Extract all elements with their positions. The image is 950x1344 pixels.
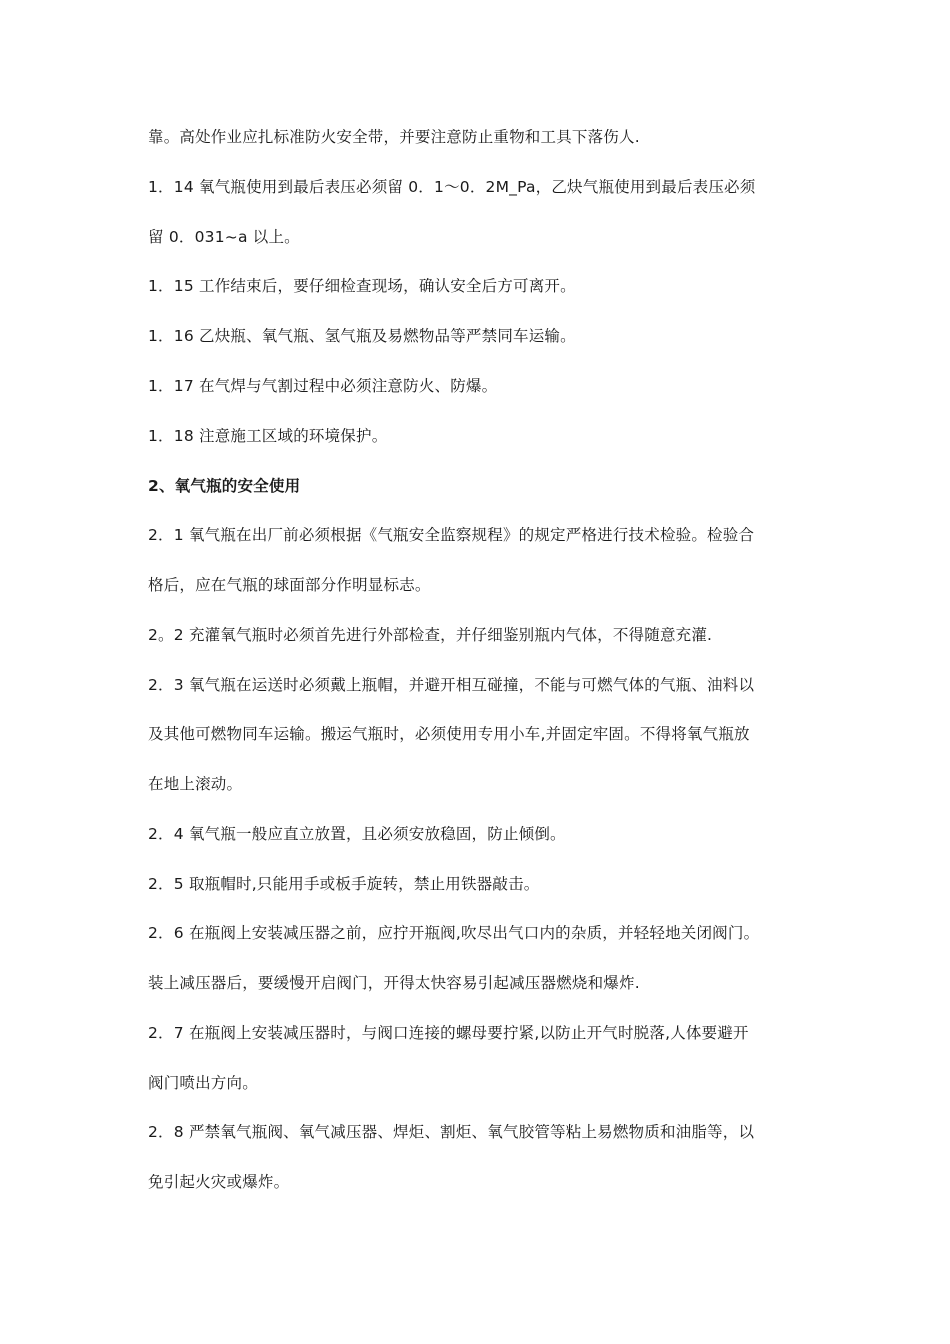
item-1-16: 1．16 乙炔瓶、氧气瓶、氢气瓶及易燃物品等严禁同车运输。 bbox=[148, 327, 576, 345]
item-2-3-line-2: 及其他可燃物同车运输。搬运气瓶时，必须使用专用小车,并固定牢固。不得将氧气瓶放 bbox=[148, 725, 750, 743]
item-2-5: 2．5 取瓶帽时,只能用手或板手旋转，禁止用铁器敲击。 bbox=[148, 875, 540, 893]
item-2-6-line-2: 装上减压器后，要缓慢开启阀门，开得太快容易引起减压器燃烧和爆炸. bbox=[148, 974, 640, 992]
item-2-7-line-2: 阀门喷出方向。 bbox=[148, 1074, 258, 1092]
item-2-4: 2．4 氧气瓶一般应直立放置，且必须安放稳固，防止倾倒。 bbox=[148, 825, 566, 843]
item-2-3-line-1: 2．3 氧气瓶在运送时必须戴上瓶帽，并避开相互碰撞，不能与可燃气体的气瓶、油料以 bbox=[148, 676, 755, 694]
text-line: 靠。高处作业应扎标准防火安全带，并要注意防止重物和工具下落伤人. bbox=[148, 128, 640, 146]
item-2-8-line-2: 免引起火灾或爆炸。 bbox=[148, 1173, 290, 1191]
item-2-8-line-1: 2．8 严禁氧气瓶阀、氧气减压器、焊炬、割炬、氧气胶管等粘上易燃物质和油脂等，以 bbox=[148, 1123, 755, 1141]
item-2-1-line-2: 格后，应在气瓶的球面部分作明显标志。 bbox=[148, 576, 431, 594]
item-2-7-line-1: 2．7 在瓶阀上安装减压器时，与阀口连接的螺母要拧紧,以防止开气时脱落,人体要避开 bbox=[148, 1024, 749, 1042]
item-1-14-line-1: 1．14 氧气瓶使用到最后表压必须留 0．1～0．2M_Pa，乙炔气瓶使用到最后表压必须 bbox=[148, 178, 756, 196]
item-2-6-line-1: 2．6 在瓶阀上安装减压器之前，应拧开瓶阀,吹尽出气口内的杂质，并轻轻地关闭阀门。 bbox=[148, 924, 760, 942]
item-1-14-line-2: 留 0．031~a 以上。 bbox=[148, 228, 300, 246]
item-2-3-line-3: 在地上滚动。 bbox=[148, 775, 243, 793]
item-2-2: 2。2 充灌氧气瓶时必须首先进行外部检查，并仔细鉴别瓶内气体，不得随意充灌. bbox=[148, 626, 713, 644]
item-1-18: 1．18 注意施工区域的环境保护。 bbox=[148, 427, 388, 445]
item-1-17: 1．17 在气焊与气割过程中必须注意防火、防爆。 bbox=[148, 377, 498, 395]
item-1-15: 1．15 工作结束后，要仔细检查现场，确认安全后方可离开。 bbox=[148, 277, 576, 295]
section-heading: 2、氧气瓶的安全使用 bbox=[148, 477, 301, 495]
item-2-1-line-1: 2．1 氧气瓶在出厂前必须根据《气瓶安全监察规程》的规定严格进行技术检验。检验合 bbox=[148, 526, 755, 544]
